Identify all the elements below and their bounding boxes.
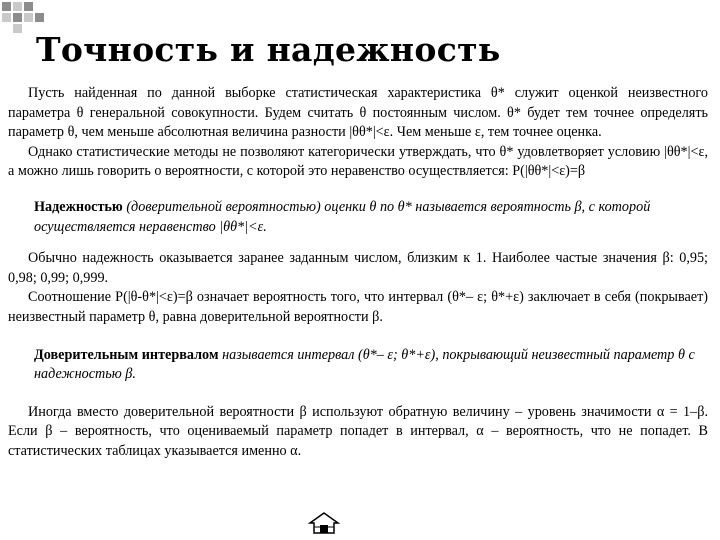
paragraph-estimate-accuracy: Пусть найденная по данной выборке статистическая характеристика θ* служит оценкой неизвестного параметра θ генеральной совокупности. Будем считать θ постоянным числом. θ* будет тем точнее определять параметр θ, чем меньше абсолютная величина разности |θθ*|<ε. Чем меньше ε, тем точнее оценка. [8, 85, 708, 141]
slide-title: Точность и надежность [36, 30, 501, 69]
paragraph-typical-values: Обычно надежность оказывается заранее заданным числом, близким к 1. Наиболее частые значения β: 0,95; 0,98; 0,99; 0,999. [8, 250, 708, 286]
definition-reliability-term: Надежностью [34, 198, 123, 215]
definition-confidence-interval [8, 346, 708, 385]
definition-reliability [8, 198, 708, 237]
definition-interval-text: называется интервал (θ*– ε; θ*+ε), покрывающий неизвестный параметр θ с надежностью β. [34, 346, 695, 383]
definition-interval-term: Доверительным интервалом [34, 346, 219, 363]
slide-content [8, 84, 708, 462]
definition-reliability-text: (доверительной вероятностью) оценки θ по θ* называется вероятность β, с которой осуществляется неравенство |θθ*|<ε. [34, 198, 651, 235]
home-button[interactable] [308, 511, 340, 535]
paragraph-significance-level: Иногда вместо доверительной вероятности β используют обратную величину – уровень значимости α = 1–β. Если β – вероятность, что оцениваемый параметр попадет в интервал, α – вероятность, что не попадет. В статистических таблицах указывается именно α. [8, 403, 708, 459]
paragraph-interval-meaning: Соотношение P(|θ-θ*|<ε)=β означает вероятность того, что интервал (θ*– ε; θ*+ε) заключает в себя (покрывает) неизвестный параметр θ, равна доверительной вероятности β. [8, 289, 708, 325]
home-icon [308, 511, 340, 535]
paragraph-probability: Однако статистические методы не позволяют категорически утверждать, что θ* удовлетворяет условию |θθ*|<ε, а можно лишь говорить о вероятности, с которой это неравенство осуществляется: P(|θθ*|<ε)=β [8, 143, 708, 180]
